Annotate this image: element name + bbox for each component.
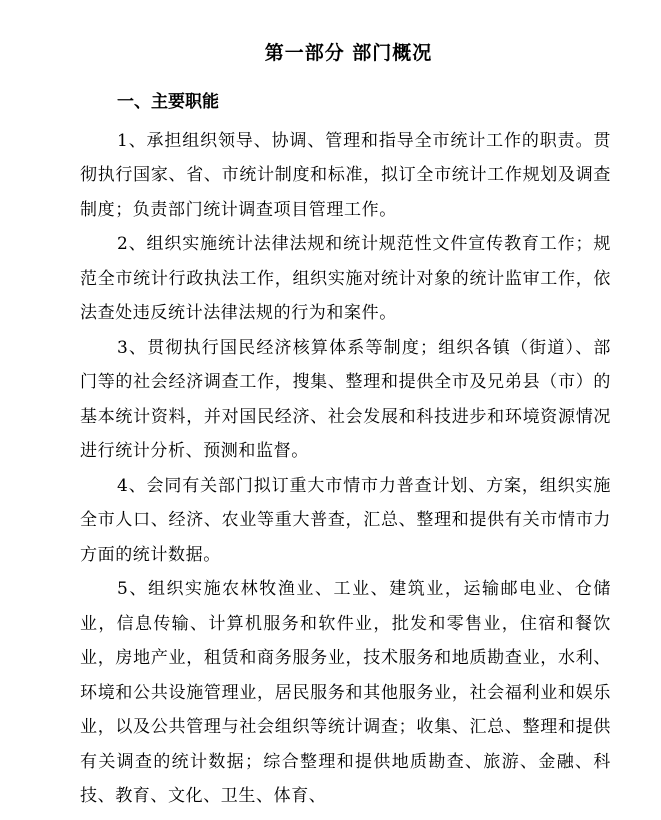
paragraph-5: 5、组织实施农林牧渔业、工业、建筑业，运输邮电业、仓储业，信息传输、计算机服务和软件业，批发和零售业，住宿和餐饮业，房地产业，租赁和商务服务业，技术服务和地质勘查业，水利、环境和公共设施管理业，居民服务和其他服务业，社会福利业和娱乐业，以及公共管理与社会组织等统计调查；收集、汇总、整理和提供有关调查的统计数据；综合整理和提供地质勘查、旅游、金融、科技、教育、文化、卫生、体育、 (80, 579, 611, 806)
section-heading: 一、主要职能 (117, 92, 219, 112)
paragraph-1: 1、承担组织领导、协调、管理和指导全市统计工作的职责。贯彻执行国家、省、市统计制度和标准，拟订全市统计工作规划及调查制度；负责部门统计调查项目管理工作。 (80, 130, 611, 220)
paragraph-3: 3、贯彻执行国民经济核算体系等制度；组织各镇（街道）、部门等的社会经济调查工作，搜集、整理和提供全市及兄弟县（市）的基本统计资料，并对国民经济、社会发展和科技进步和环境资源情况进行统计分析、预测和监督。 (80, 337, 611, 461)
paragraph-4: 4、会同有关部门拟订重大市情市力普查计划、方案，组织实施全市人口、经济、农业等重大普查，汇总、整理和提供有关市情市力方面的统计数据。 (80, 475, 611, 565)
page-title: 第一部分 部门概况 (264, 42, 433, 64)
paragraph-2: 2、组织实施统计法律法规和统计规范性文件宣传教育工作；规范全市统计行政执法工作，组织实施对统计对象的统计监审工作，依法查处违反统计法律法规的行为和案件。 (80, 234, 611, 323)
